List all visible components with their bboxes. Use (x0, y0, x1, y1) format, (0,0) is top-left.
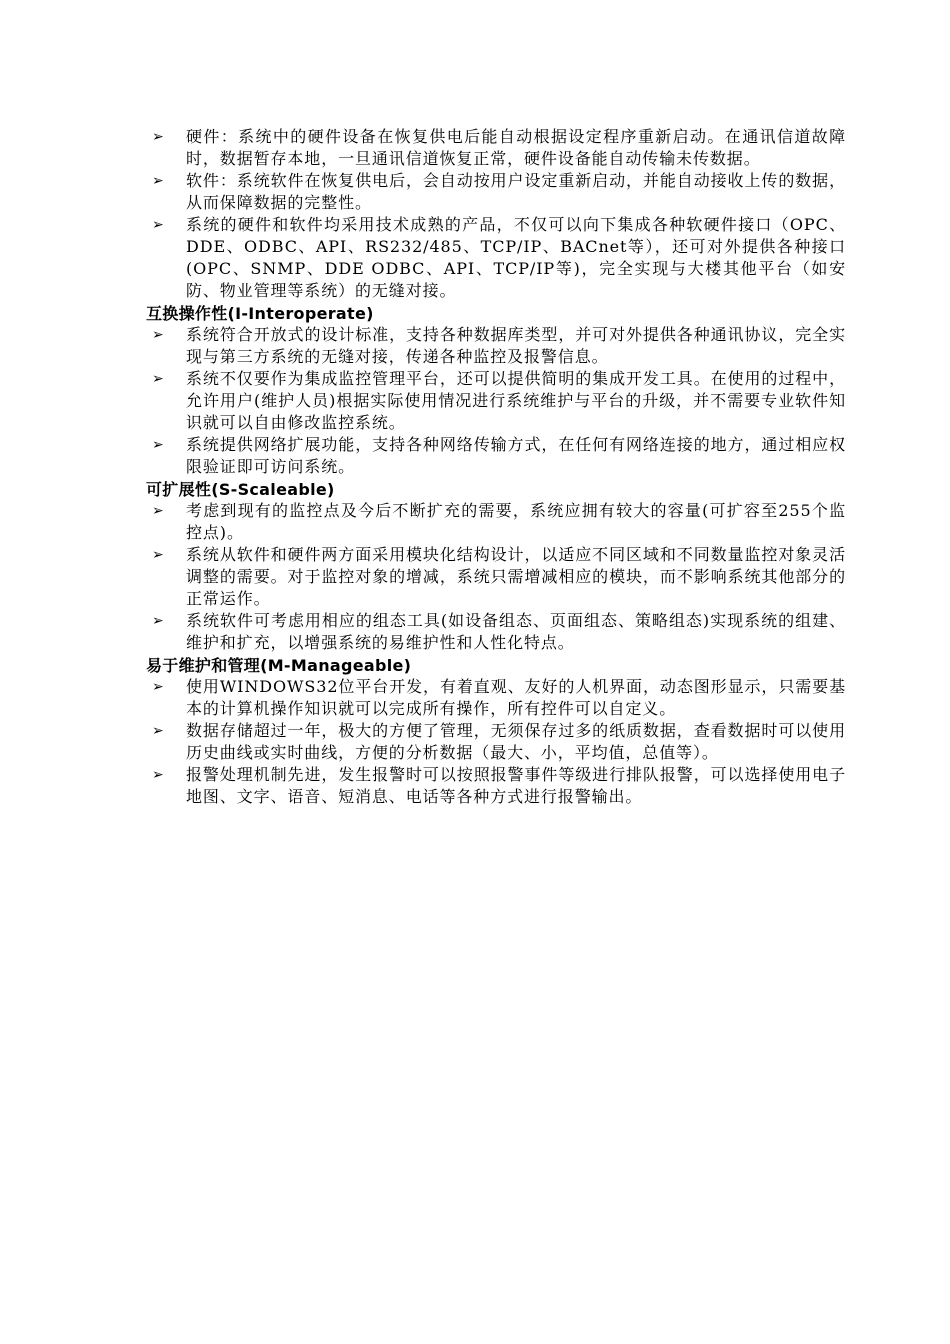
arrow-bullet-icon: ➢ (152, 679, 165, 695)
section-heading: 互换操作性(I-Interoperate) (146, 304, 374, 323)
list-item (146, 500, 846, 544)
item-text: 系统提供网络扩展功能，支持各种网络传输方式，在任何有网络连接的地方，通过相应权限验证即可访问系统。 (186, 435, 846, 476)
list-item (146, 544, 846, 610)
item-text: 系统符合开放式的设计标准，支持各种数据库类型，并可对外提供各种通讯协议，完全实现与第三方系统的无缝对接，传递各种监控及报警信息。 (186, 325, 846, 366)
list-item (146, 214, 846, 302)
item-text: 硬件：系统中的硬件设备在恢复供电后能自动根据设定程序重新启动。在通讯信道故障时，数据暂存本地，一旦通讯信道恢复正常，硬件设备能自动传输未传数据。 (186, 127, 846, 168)
list-item (146, 126, 846, 170)
arrow-bullet-icon: ➢ (152, 327, 165, 343)
arrow-bullet-icon: ➢ (152, 503, 165, 519)
list-item (146, 610, 846, 654)
arrow-bullet-icon: ➢ (152, 173, 165, 189)
list-item (146, 676, 846, 720)
item-text: 系统的硬件和软件均采用技术成熟的产品，不仅可以向下集成各种软硬件接口（OPC、DDE、ODBC、API、RS232/485、TCP/IP、BACnet等），还可对外提供各种接口(OPC、SNMP、DDE ODBC、API、TCP/IP等)，完全实现与大楼其他平台（如安防、物业管理等系统）的无缝对接。 (186, 215, 846, 300)
item-text: 系统软件可考虑用相应的组态工具(如设备组态、页面组态、策略组态)实现系统的组建、维护和扩充，以增强系统的易维护性和人性化特点。 (186, 611, 846, 652)
arrow-bullet-icon: ➢ (152, 371, 165, 387)
arrow-bullet-icon: ➢ (152, 613, 165, 629)
item-text: 使用WINDOWS32位平台开发，有着直观、友好的人机界面，动态图形显示，只需要基本的计算机操作知识就可以完成所有操作，所有控件可以自定义。 (186, 677, 846, 718)
item-text: 报警处理机制先进，发生报警时可以按照报警事件等级进行排队报警，可以选择使用电子地图、文字、语音、短消息、电话等各种方式进行报警输出。 (186, 765, 846, 806)
document-page (146, 126, 846, 808)
list-item (146, 720, 846, 764)
arrow-bullet-icon: ➢ (152, 217, 165, 233)
list-item (146, 368, 846, 434)
item-text: 数据存储超过一年，极大的方便了管理，无须保存过多的纸质数据，查看数据时可以使用历史曲线或实时曲线，方便的分析数据（最大、小，平均值，总值等）。 (186, 721, 846, 762)
arrow-bullet-icon: ➢ (152, 437, 165, 453)
section-heading: 易于维护和管理(M-Manageable) (146, 656, 412, 675)
list-item (146, 764, 846, 808)
arrow-bullet-icon: ➢ (152, 129, 165, 145)
arrow-bullet-icon: ➢ (152, 547, 165, 563)
item-text: 考虑到现有的监控点及今后不断扩充的需要，系统应拥有较大的容量(可扩容至255个监控点)。 (186, 501, 846, 542)
section-heading: 可扩展性(S-Scaleable) (146, 480, 335, 499)
list-item (146, 324, 846, 368)
arrow-bullet-icon: ➢ (152, 723, 165, 739)
arrow-bullet-icon: ➢ (152, 767, 165, 783)
item-text: 软件：系统软件在恢复供电后，会自动按用户设定重新启动，并能自动接收上传的数据，从而保障数据的完整性。 (186, 171, 846, 212)
list-item (146, 434, 846, 478)
item-text: 系统从软件和硬件两方面采用模块化结构设计，以适应不同区域和不同数量监控对象灵活调整的需要。对于监控对象的增减，系统只需增减相应的模块，而不影响系统其他部分的正常运作。 (186, 545, 846, 608)
item-text: 系统不仅要作为集成监控管理平台，还可以提供简明的集成开发工具。在使用的过程中，允许用户(维护人员)根据实际使用情况进行系统维护与平台的升级，并不需要专业软件知识就可以自由修改监控系统。 (186, 369, 846, 432)
list-item (146, 170, 846, 214)
